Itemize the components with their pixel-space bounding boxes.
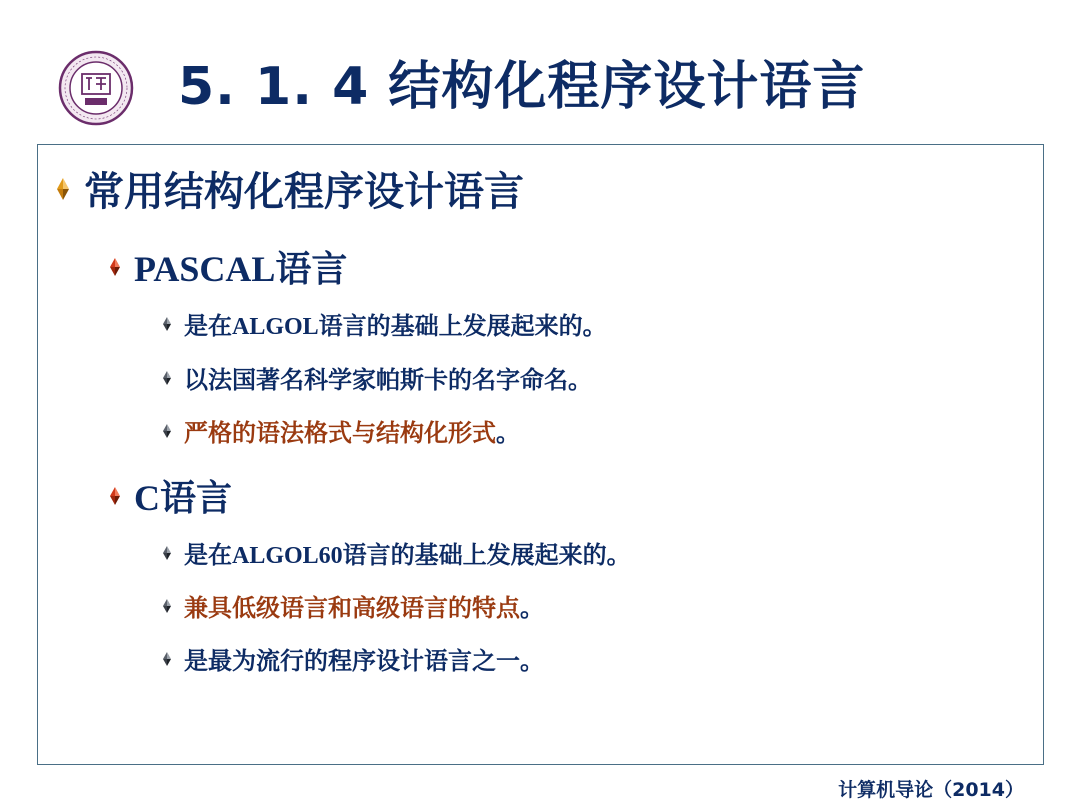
diamond-bullet-icon — [158, 315, 176, 333]
section-c — [104, 470, 232, 521]
diamond-bullet-icon — [104, 256, 126, 278]
list-item — [158, 641, 544, 676]
highlight-text: 兼具低级语言和高级语言的特点 — [184, 594, 520, 622]
item-text: 是在ALGOL语言的基础上发展起来的。 — [184, 314, 607, 340]
slide-title: 5. 1. 4 结构化程序设计语言 — [178, 57, 866, 117]
diamond-bullet-icon — [158, 369, 176, 387]
diamond-bullet-icon — [158, 597, 176, 615]
diamond-bullet-icon — [50, 176, 76, 202]
main-heading — [50, 160, 524, 217]
list-item — [158, 535, 631, 570]
heading-text: 常用结构化程序设计语言 — [84, 169, 524, 215]
list-item — [158, 360, 592, 395]
list-item — [158, 588, 544, 623]
slide-footer: 计算机导论（2014） — [838, 779, 1024, 801]
item-text — [184, 413, 520, 448]
list-item — [158, 306, 607, 341]
diamond-bullet-icon — [158, 650, 176, 668]
item-text — [184, 588, 544, 623]
item-text: 是在ALGOL60语言的基础上发展起来的。 — [184, 543, 631, 569]
diamond-bullet-icon — [158, 422, 176, 440]
diamond-bullet-icon — [104, 485, 126, 507]
item-suffix: 。 — [496, 421, 520, 447]
item-text: 是最为流行的程序设计语言之一。 — [184, 649, 544, 675]
item-suffix: 。 — [520, 596, 544, 622]
section-label: PASCAL语言 — [134, 249, 348, 289]
section-pascal — [104, 241, 347, 292]
university-seal-icon — [58, 50, 134, 126]
diamond-bullet-icon — [158, 544, 176, 562]
highlight-text: 严格的语法格式与结构化形式 — [184, 419, 496, 447]
list-item — [158, 413, 520, 448]
section-label: C语言 — [134, 478, 232, 518]
item-text: 以法国著名科学家帕斯卡的名字命名。 — [184, 368, 592, 394]
